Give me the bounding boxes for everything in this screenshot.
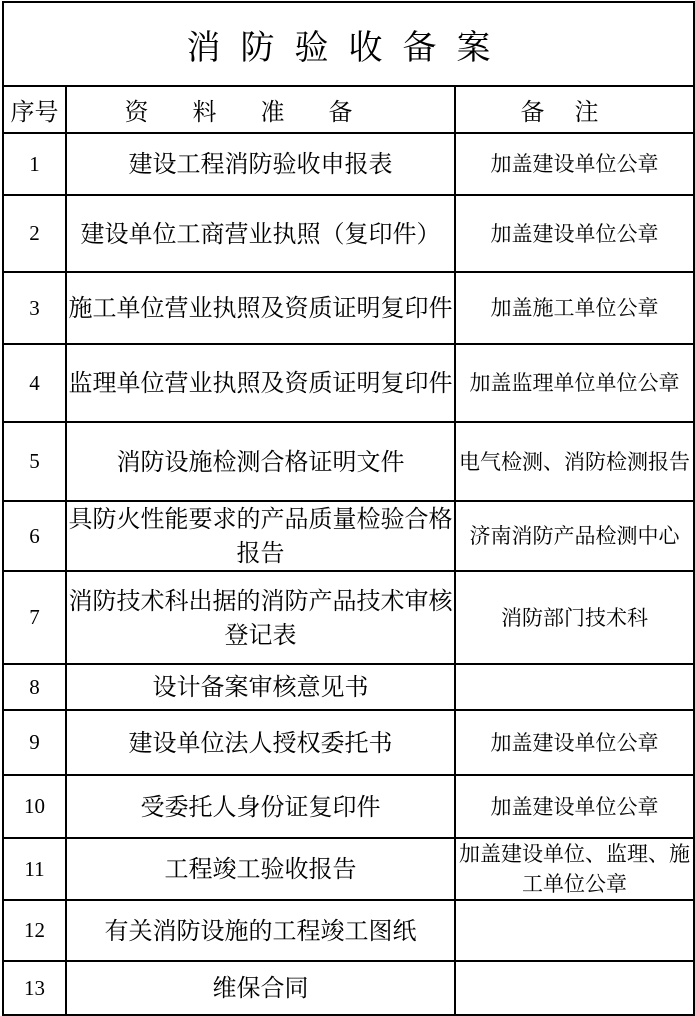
- table-row: [3, 961, 694, 1015]
- table-row: [3, 422, 694, 501]
- row-item: 建设单位工商营业执照（复印件）: [66, 195, 455, 272]
- title-row: [3, 2, 694, 86]
- row-seq: 10: [3, 775, 66, 838]
- row-item: 建设单位法人授权委托书: [66, 710, 455, 775]
- row-note: 加盖建设单位公章: [455, 195, 694, 272]
- table-row: [3, 344, 694, 422]
- row-item: 设计备案审核意见书: [66, 664, 455, 710]
- header-item: 资料准备: [66, 86, 455, 133]
- table-row: [3, 272, 694, 344]
- table-row: [3, 710, 694, 775]
- row-item: 维保合同: [66, 961, 455, 1015]
- row-note: [455, 900, 694, 961]
- header-row: [3, 86, 694, 133]
- acceptance-filing-table: [2, 1, 695, 1016]
- row-seq: 6: [3, 501, 66, 571]
- header-seq: 序号: [3, 86, 66, 133]
- row-seq: 2: [3, 195, 66, 272]
- row-item: 有关消防设施的工程竣工图纸: [66, 900, 455, 961]
- table-row: [3, 133, 694, 195]
- row-note: 济南消防产品检测中心: [455, 501, 694, 571]
- row-seq: 9: [3, 710, 66, 775]
- table-row: [3, 571, 694, 664]
- row-note: 加盖建设单位公章: [455, 710, 694, 775]
- row-note: 加盖建设单位、监理、施工单位公章: [455, 838, 694, 900]
- row-seq: 4: [3, 344, 66, 422]
- row-seq: 1: [3, 133, 66, 195]
- table-row: [3, 775, 694, 838]
- document-title: 消防验收备案: [3, 2, 694, 86]
- table-row: [3, 838, 694, 900]
- row-item: 消防技术科出据的消防产品技术审核登记表: [66, 571, 455, 664]
- row-seq: 5: [3, 422, 66, 501]
- row-note: [455, 961, 694, 1015]
- row-note: 加盖建设单位公章: [455, 133, 694, 195]
- row-item: 施工单位营业执照及资质证明复印件: [66, 272, 455, 344]
- row-item: 受委托人身份证复印件: [66, 775, 455, 838]
- row-note: 加盖监理单位单位公章: [455, 344, 694, 422]
- row-note: 消防部门技术科: [455, 571, 694, 664]
- row-seq: 13: [3, 961, 66, 1015]
- table-row: [3, 664, 694, 710]
- row-item: 监理单位营业执照及资质证明复印件: [66, 344, 455, 422]
- header-note: 备注: [455, 86, 694, 133]
- row-note: 加盖施工单位公章: [455, 272, 694, 344]
- row-seq: 11: [3, 838, 66, 900]
- row-item: 建设工程消防验收申报表: [66, 133, 455, 195]
- table-row: [3, 501, 694, 571]
- row-seq: 3: [3, 272, 66, 344]
- row-item: 工程竣工验收报告: [66, 838, 455, 900]
- row-seq: 12: [3, 900, 66, 961]
- row-note: [455, 664, 694, 710]
- row-note: 电气检测、消防检测报告: [455, 422, 694, 501]
- row-item: 具防火性能要求的产品质量检验合格报告: [66, 501, 455, 571]
- row-note: 加盖建设单位公章: [455, 775, 694, 838]
- row-item: 消防设施检测合格证明文件: [66, 422, 455, 501]
- table-row: [3, 900, 694, 961]
- row-seq: 8: [3, 664, 66, 710]
- row-seq: 7: [3, 571, 66, 664]
- table-row: [3, 195, 694, 272]
